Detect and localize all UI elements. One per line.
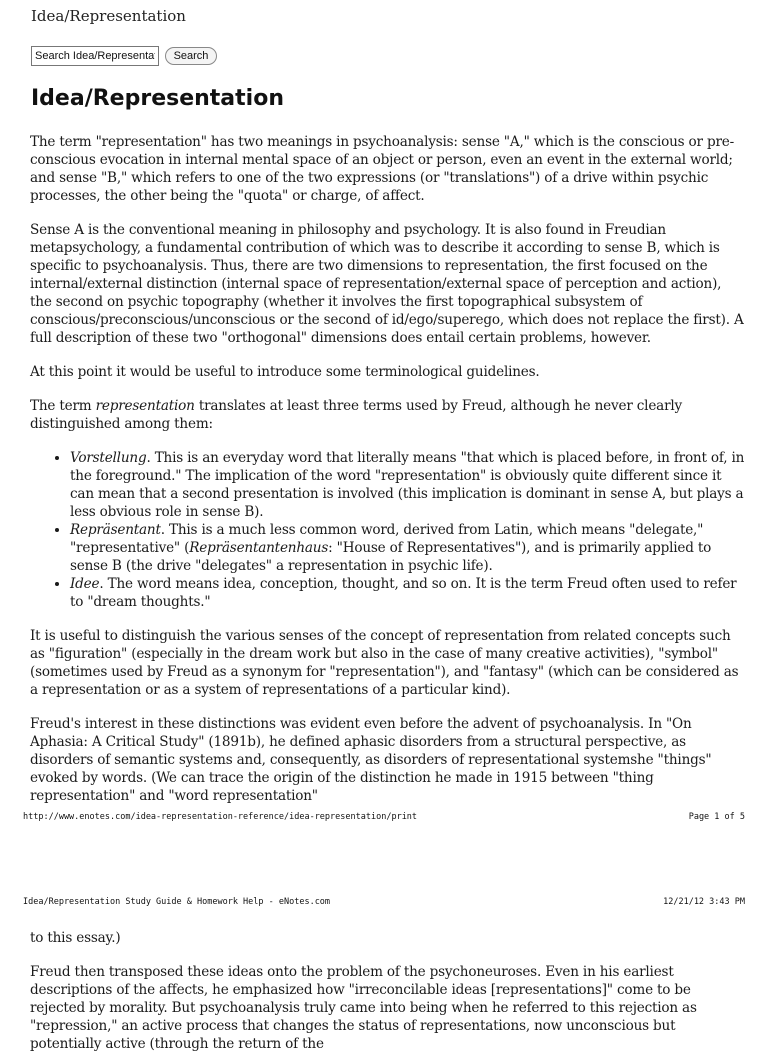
article-body	[30, 133, 746, 804]
list-item: • Repräsentant. This is a much less common word, derived from Latin, which means "delegate," "representative" (Repräsentantenhaus: "House of Representatives"), and is primarily applied to sense B (the drive "delegates" a representation in psychic life).	[70, 521, 746, 575]
list-item: • Idee. The word means idea, conception, thought, and so on. It is the term Freud often used to refer to "dream thoughts."	[70, 575, 746, 611]
search-input[interactable]	[31, 46, 159, 66]
paragraph: It is useful to distinguish the various senses of the concept of representation from related concepts such as "figuration" (especially in the dream work but also in the case of many creative activities), "symbol" (sometimes used by Freud as a synonym for "representation"), and "fantasy" (which can be considered as a representation or as a system of representations of a particular kind).	[30, 628, 739, 698]
term: Idee	[70, 576, 100, 592]
browser-page-title: Idea/Representation	[31, 7, 186, 25]
term: Vorstellung	[70, 450, 147, 466]
emphasis: representation	[95, 398, 195, 414]
article-heading: Idea/Representation	[31, 86, 284, 111]
paragraph: Freud's interest in these distinctions was evident even before the advent of psychoanalysis. In "On Aphasia: A Critical Study" (1891b), he defined aphasic disorders from a structural perspective, as disorders of semantic systems and, consequently, as disorders of representational systemshe "things" evoked by words. (We can trace the origin of the distinction he made in 1915 between "thing representation" and "word representation"	[30, 716, 712, 804]
paragraph: The term "representation" has two meanings in psychoanalysis: sense "A," which is the conscious or pre-conscious evocation in internal mental space of an object or person, even an event in the external world; and sense "B," which refers to one of the two expressions (or "translations") of a drive within psychic processes, the other being the "quota" or charge, of affect.	[30, 134, 734, 204]
term: Repräsentant	[70, 522, 161, 538]
print-header-datetime: 12/21/12 3:43 PM	[663, 897, 745, 907]
print-footer-page: Page 1 of 5	[688, 812, 745, 822]
paragraph: to this essay.)	[30, 930, 121, 946]
print-footer-url: http://www.enotes.com/idea-representation-reference/idea-representation/print	[23, 812, 418, 822]
paragraph: At this point it would be useful to introduce some terminological guidelines.	[30, 364, 540, 380]
article-body-page-2	[30, 929, 746, 1052]
term-list	[30, 449, 746, 611]
paragraph: Freud then transposed these ideas onto the problem of the psychoneuroses. Even in his earliest descriptions of the affects, he emphasized how "irreconcilable ideas [representations]" come to be rejected by morality. But psychoanalysis truly came into being when he referred to this rejection as "repression," an active process that changes the status of representations, now unconscious but potentially active (through the return of the	[30, 964, 697, 1052]
paragraph: Sense A is the conventional meaning in philosophy and psychology. It is also found in Freudian metapsychology, a fundamental contribution of which was to describe it according to sense B, which is specific to psychoanalysis. Thus, there are two dimensions to representation, the first focused on the internal/external distinction (internal space of representation/external space of perception and action), the second on psychic topography (whether it involves the first topographical subsystem of conscious/preconscious/unconscious or the second of id/ego/superego, which does not replace the first). A full description of these two "orthogonal" dimensions does entail certain problems, however.	[30, 222, 744, 346]
paragraph: The term representation translates at least three terms used by Freud, although he never clearly distinguished among them:	[30, 398, 683, 432]
search-button[interactable]: Search	[165, 47, 217, 65]
print-header-title: Idea/Representation Study Guide & Homework Help - eNotes.com	[23, 897, 331, 907]
list-item: • Vorstellung. This is an everyday word that literally means "that which is placed before, in front of, in the foreground." The implication of the word "representation" is obviously quite different since it can mean that a second presentation is involved (this implication is dominant in sense A, but plays a less obvious role in sense B).	[70, 449, 746, 521]
term: Repräsentantenhaus	[189, 540, 329, 556]
